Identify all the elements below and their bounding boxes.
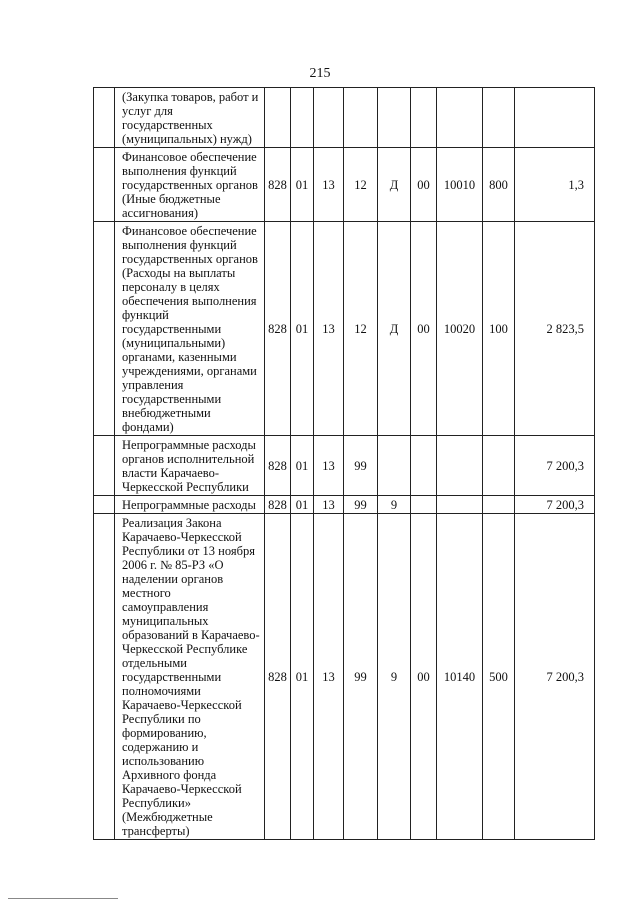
rz-cell: 01 bbox=[291, 496, 314, 514]
event-cell bbox=[411, 436, 437, 496]
direction-cell bbox=[437, 496, 483, 514]
subprogram-cell: Д bbox=[378, 222, 411, 436]
subprogram-cell: 9 bbox=[378, 514, 411, 840]
table-row bbox=[94, 436, 595, 496]
rz-cell bbox=[291, 88, 314, 148]
gr-cell: 828 bbox=[265, 436, 291, 496]
gr-cell bbox=[265, 88, 291, 148]
page-number: 215 bbox=[309, 66, 331, 81]
row-number-cell bbox=[94, 514, 115, 840]
table-row bbox=[94, 148, 595, 222]
gr-cell: 828 bbox=[265, 148, 291, 222]
pr-cell: 13 bbox=[314, 436, 344, 496]
rz-cell: 01 bbox=[291, 222, 314, 436]
amount-cell: 7 200,3 bbox=[515, 514, 595, 840]
description-cell: (Закупка товаров, работ и услуг для государственных (муниципальных) нужд) bbox=[115, 88, 265, 148]
description-cell: Финансовое обеспечение выполнения функций государственных органов (Расходы на выплаты персоналу в целях обеспечения выполнения функций государственными (муниципальными) органами, казенными учреждениями, органами управления государственными внебюджетными фондами) bbox=[115, 222, 265, 436]
gr-cell: 828 bbox=[265, 222, 291, 436]
subprogram-cell bbox=[378, 436, 411, 496]
description-cell: Непрограммные расходы органов исполнительной власти Карачаево-Черкесской Республики bbox=[115, 436, 265, 496]
gr-cell: 828 bbox=[265, 496, 291, 514]
row-number-cell bbox=[94, 88, 115, 148]
amount-cell bbox=[515, 88, 595, 148]
program-cell: 12 bbox=[344, 222, 378, 436]
subprogram-cell: 9 bbox=[378, 496, 411, 514]
scan-edge-line bbox=[8, 898, 118, 899]
description-cell: Финансовое обеспечение выполнения функций государственных органов (Иные бюджетные ассигнования) bbox=[115, 148, 265, 222]
gr-cell: 828 bbox=[265, 514, 291, 840]
expense-type-cell: 100 bbox=[483, 222, 515, 436]
event-cell bbox=[411, 496, 437, 514]
expense-type-cell: 800 bbox=[483, 148, 515, 222]
pr-cell: 13 bbox=[314, 514, 344, 840]
program-cell: 99 bbox=[344, 496, 378, 514]
row-number-cell bbox=[94, 222, 115, 436]
table-row bbox=[94, 514, 595, 840]
expense-type-cell bbox=[483, 436, 515, 496]
rz-cell: 01 bbox=[291, 514, 314, 840]
program-cell: 12 bbox=[344, 148, 378, 222]
direction-cell bbox=[437, 436, 483, 496]
table-row bbox=[94, 88, 595, 148]
event-cell: 00 bbox=[411, 222, 437, 436]
table-row bbox=[94, 496, 595, 514]
pr-cell: 13 bbox=[314, 496, 344, 514]
direction-cell: 10140 bbox=[437, 514, 483, 840]
amount-cell: 2 823,5 bbox=[515, 222, 595, 436]
event-cell: 00 bbox=[411, 514, 437, 840]
event-cell bbox=[411, 88, 437, 148]
amount-cell: 1,3 bbox=[515, 148, 595, 222]
subprogram-cell: Д bbox=[378, 148, 411, 222]
pr-cell bbox=[314, 88, 344, 148]
pr-cell: 13 bbox=[314, 148, 344, 222]
row-number-cell bbox=[94, 436, 115, 496]
expense-type-cell bbox=[483, 88, 515, 148]
rz-cell: 01 bbox=[291, 148, 314, 222]
amount-cell: 7 200,3 bbox=[515, 436, 595, 496]
pr-cell: 13 bbox=[314, 222, 344, 436]
row-number-cell bbox=[94, 496, 115, 514]
subprogram-cell bbox=[378, 88, 411, 148]
direction-cell: 10020 bbox=[437, 222, 483, 436]
budget-table bbox=[93, 87, 595, 840]
description-cell: Непрограммные расходы bbox=[115, 496, 265, 514]
direction-cell bbox=[437, 88, 483, 148]
amount-cell: 7 200,3 bbox=[515, 496, 595, 514]
direction-cell: 10010 bbox=[437, 148, 483, 222]
program-cell bbox=[344, 88, 378, 148]
description-cell: Реализация Закона Карачаево-Черкесской Республики от 13 ноября 2006 г. № 85-РЗ «О наделении органов местного самоуправления муниципальных образований в Карачаево-Черкесской Республике отдельными государственными полномочиями Карачаево-Черкесской Республики по формированию, содержанию и использованию Архивного фонда Карачаево-Черкесской Республики» (Межбюджетные трансферты) bbox=[115, 514, 265, 840]
program-cell: 99 bbox=[344, 514, 378, 840]
row-number-cell bbox=[94, 148, 115, 222]
rz-cell: 01 bbox=[291, 436, 314, 496]
event-cell: 00 bbox=[411, 148, 437, 222]
table-row bbox=[94, 222, 595, 436]
program-cell: 99 bbox=[344, 436, 378, 496]
expense-type-cell: 500 bbox=[483, 514, 515, 840]
expense-type-cell bbox=[483, 496, 515, 514]
